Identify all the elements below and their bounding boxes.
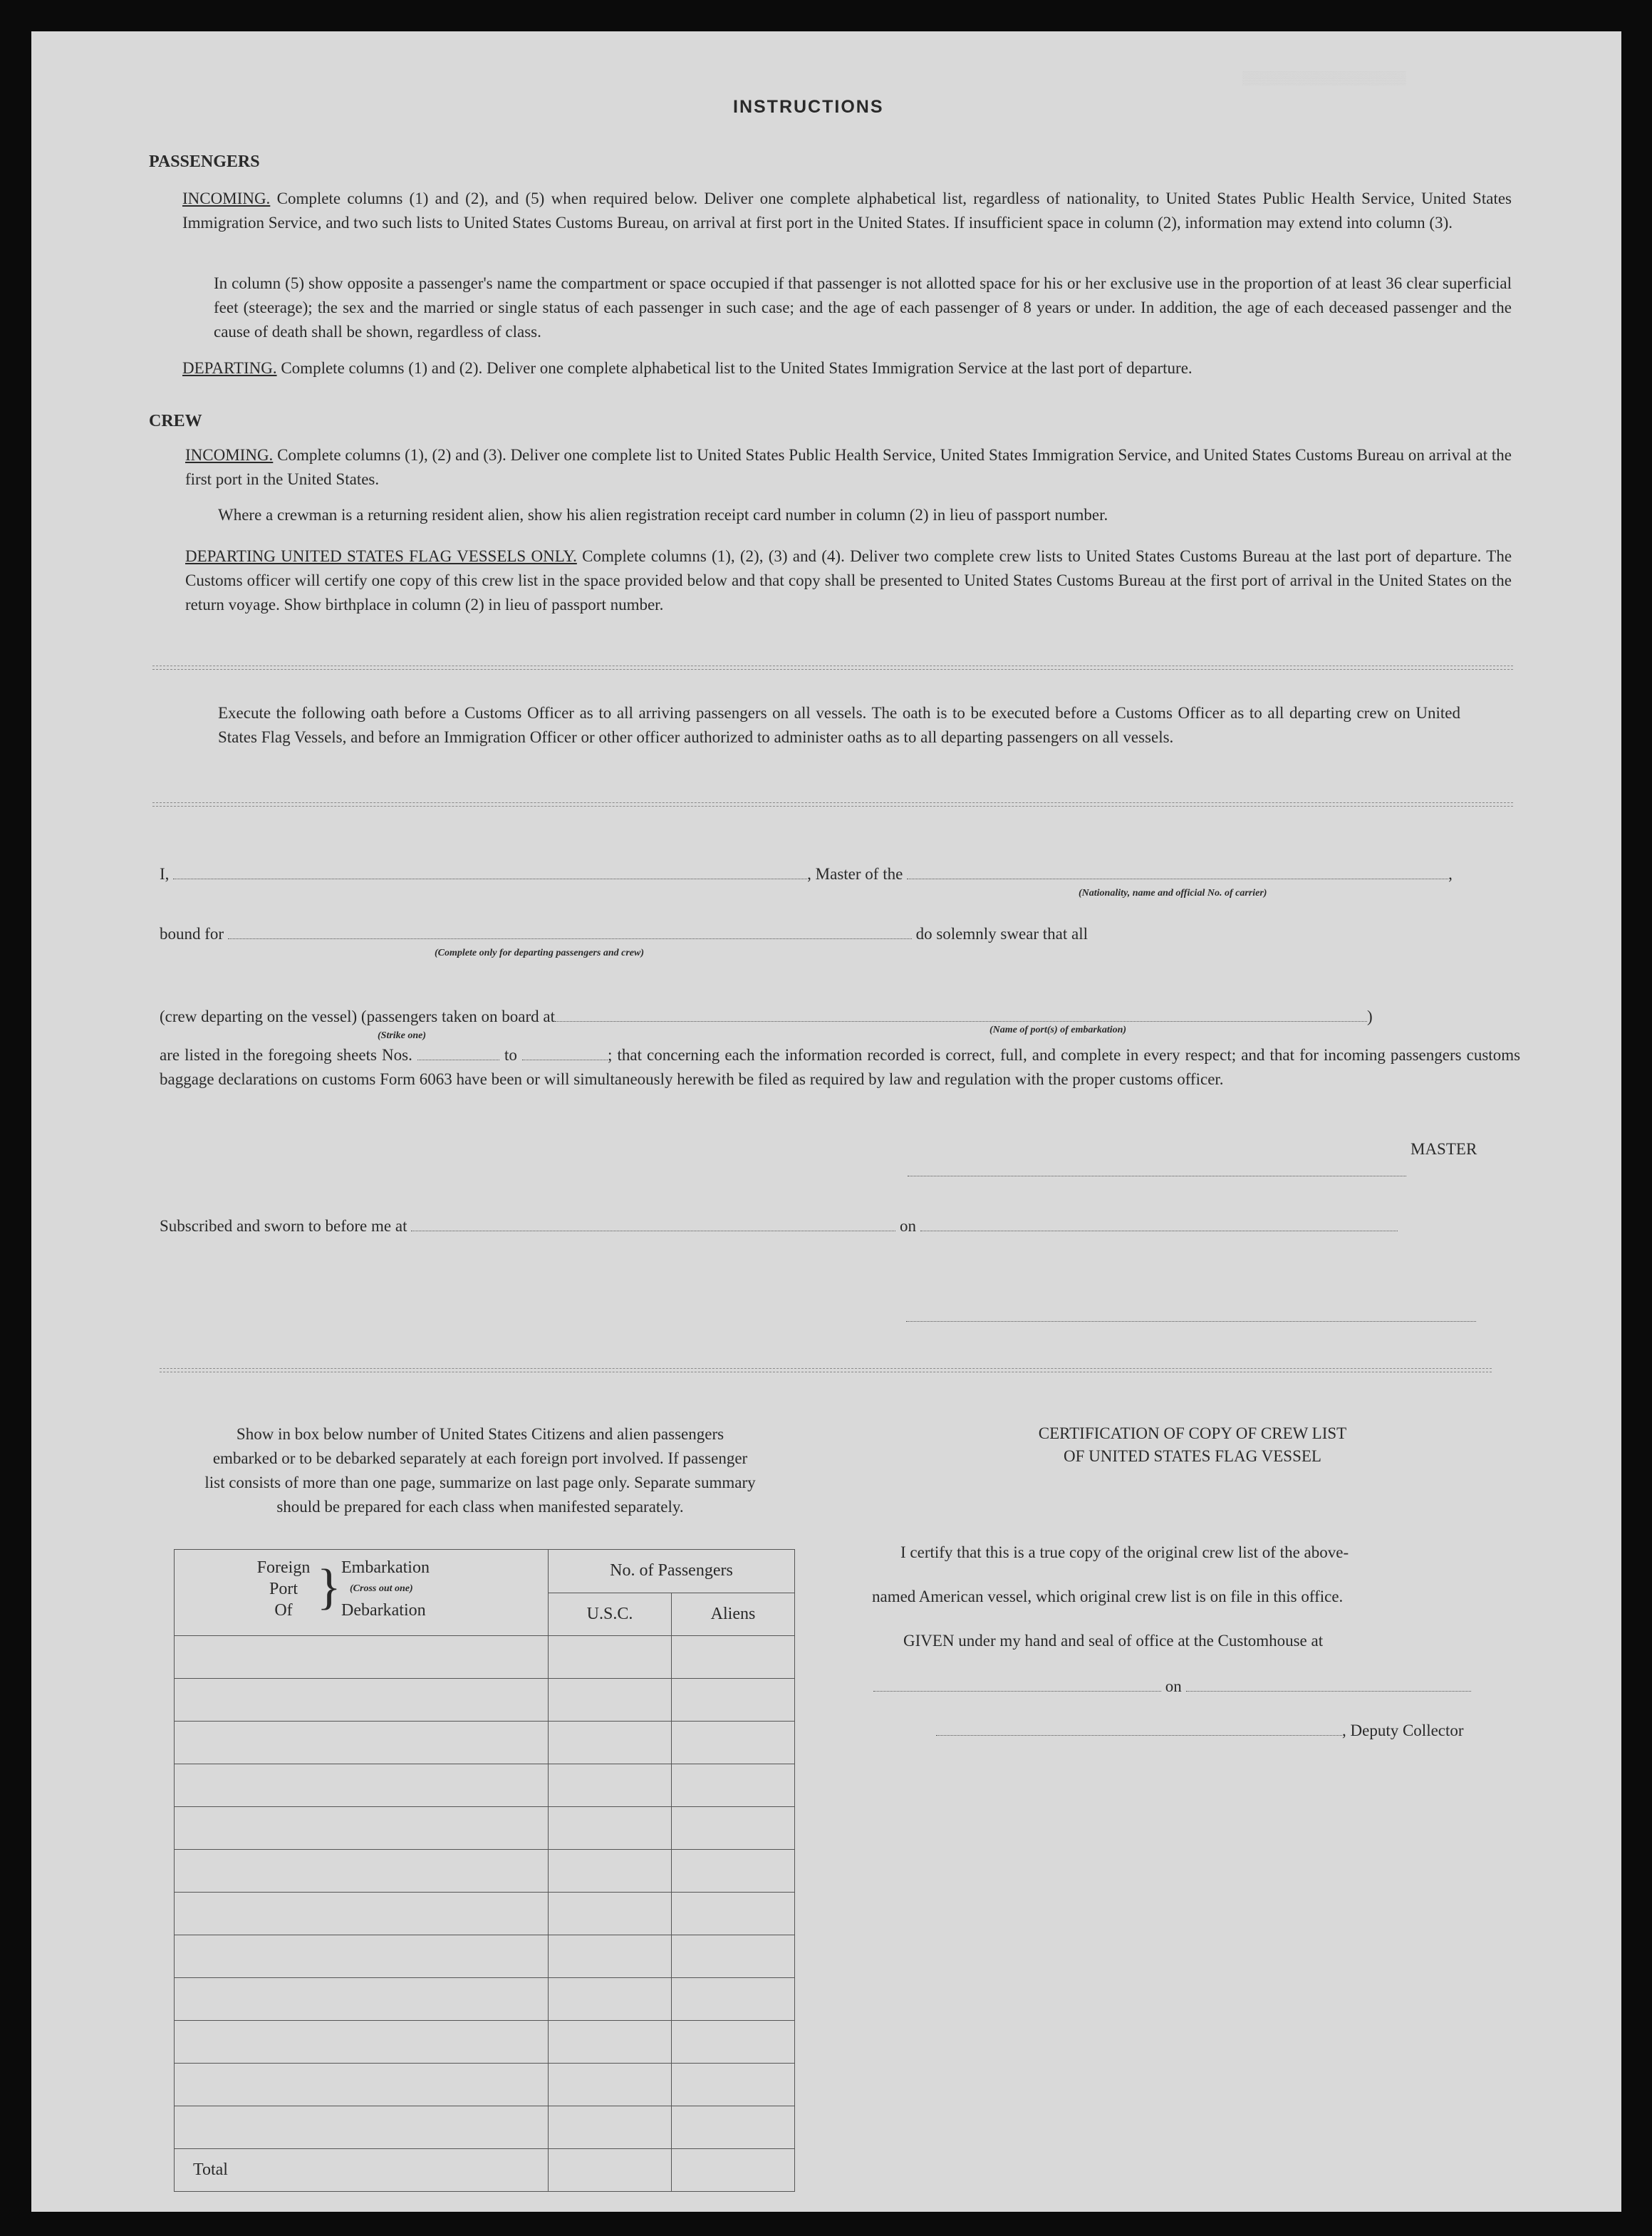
passengers-incoming-paragraph (182, 187, 1512, 235)
no-passengers-header: No. of Passengers (549, 1550, 795, 1593)
brace-icon: } (317, 1560, 341, 1615)
comma: , (1448, 865, 1453, 883)
certification-title-line1: CERTIFICATION OF COPY OF CREW LIST (1038, 1424, 1347, 1442)
embarkation-label: Embarkation (341, 1558, 430, 1577)
crew-departing-label-oath: (crew departing on the vessel) (passengers taken on board at (160, 1008, 555, 1025)
crew-resident-paragraph: Where a crewman is a returning resident alien, show his alien registration receipt card number in column (2) in lieu of passport number. (218, 506, 1108, 524)
certification-line1: I certify that this is a true copy of the original crew list of the above- (900, 1543, 1349, 1561)
passengers-departing-text: Complete columns (1) and (2). Deliver one complete alphabetical list to the United States Immigration Service at the last port of departure. (281, 359, 1193, 377)
listed-label: are listed in the foregoing sheets Nos. (160, 1046, 412, 1064)
port-label: Port (269, 1580, 298, 1598)
table-row (175, 2064, 795, 2106)
table-row (175, 2106, 795, 2149)
ports-note: (Name of port(s) of embarkation) (989, 1025, 1127, 1035)
complete-only-note: (Complete only for departing passengers and crew) (435, 948, 644, 958)
certification-title (872, 1422, 1513, 1468)
table-row (175, 1978, 795, 2021)
total-aliens-cell[interactable] (672, 2149, 795, 2192)
crew-departing-paragraph (185, 544, 1512, 617)
bound-for-label: bound for (160, 925, 224, 943)
table-row (175, 1679, 795, 1722)
certification-line3: GIVEN under my hand and seal of office at the Customhouse at (903, 1632, 1324, 1650)
crew-incoming-text: Complete columns (1), (2) and (3). Deliver one complete list to United States Public Health Service, United States Immigration Service, and United States Customs Bureau on arrival at the first port in the United States. (185, 446, 1512, 488)
listed-rest: and that for incoming passengers customs baggage declarations on customs Form 6063 have been or will simultaneously herewith be filed as required by law and regulation with the proper customs officer. (160, 1046, 1521, 1088)
subscribed-line (160, 1214, 1527, 1238)
solemnly-label: do solemnly swear that all (915, 925, 1089, 943)
table-row (175, 1935, 795, 1978)
bound-for-field[interactable] (228, 938, 912, 939)
crew-incoming-paragraph (185, 443, 1512, 492)
to-label: to (504, 1046, 517, 1064)
total-row (175, 2149, 795, 2192)
passengers-departing-paragraph (182, 356, 1512, 381)
table-row (175, 1893, 795, 1935)
officer-signature-field[interactable] (906, 1307, 1476, 1322)
close-paren: ) (1367, 1008, 1373, 1025)
table-row (175, 1722, 795, 1764)
table-row (175, 1636, 795, 1679)
oath-line-master (160, 862, 1513, 886)
aliens-header: Aliens (672, 1593, 795, 1636)
divider (160, 1368, 1492, 1372)
divider (152, 802, 1513, 807)
bleed-through-text: ▒▒▒▒▒▒▒▒▒▒▒▒▒▒▒▒▒▒ (1242, 71, 1406, 85)
passengers-incoming-label: INCOMING. (182, 190, 271, 207)
page-title: INSTRUCTIONS (733, 97, 884, 117)
divider (152, 666, 1513, 670)
usc-header: U.S.C. (549, 1593, 672, 1636)
deputy-signature-field[interactable] (936, 1735, 1342, 1736)
total-label: Total (175, 2149, 549, 2192)
table-row (175, 1764, 795, 1807)
strike-one-note: (Strike one) (378, 1030, 427, 1041)
table-row (175, 2021, 795, 2064)
of-label: Of (274, 1601, 293, 1620)
deputy-label: , Deputy Collector (1342, 1722, 1464, 1739)
table-row (175, 1850, 795, 1893)
certification-date-field[interactable] (1186, 1691, 1471, 1692)
total-usc-cell[interactable] (549, 2149, 672, 2192)
foreign-label: Foreign (256, 1558, 311, 1577)
master-label: MASTER (1411, 1140, 1477, 1158)
table-row (175, 1807, 795, 1850)
master-signature-field[interactable] (908, 1154, 1406, 1176)
passengers-heading: PASSENGERS (149, 152, 260, 171)
oath-listed-paragraph (160, 1043, 1520, 1092)
passengers-incoming-text: Complete columns (1) and (2), and (5) when required below. Deliver one complete alphabetical list, regardless of nationality, to United States Public Health Service, United States Immigration Service, and two such lists to United States Customs Bureau, on arrival at first port in the United States. If insufficient space in column (2), information may extend into column (3). (182, 190, 1512, 232)
port-header-cell (175, 1550, 549, 1636)
nationality-note: (Nationality, name and official No. of carrier) (1079, 888, 1267, 899)
certification-date-line (873, 1675, 1515, 1699)
on-label: on (899, 1217, 916, 1235)
passengers-column5-paragraph: In column (5) show opposite a passenger's name the compartment or space occupied if that passenger is not allotted space for his or her exclusive use in the proportion of at least 36 clear superficial feet (steerage); the sex and the married or single status of each passenger in such case; and the age of each passenger of 8 years or under. In addition, the age of each deceased passenger and the cause of death shall be shown, regardless of class. (214, 274, 1512, 341)
customhouse-place-field[interactable] (873, 1691, 1161, 1692)
crew-departing-label: DEPARTING UNITED STATES FLAG VESSELS ONLY. (185, 547, 577, 565)
oath-line-crew (160, 1005, 1513, 1029)
certification-line2: named American vessel, which original crew list is on file in this office. (872, 1588, 1344, 1605)
embarkation-port-field[interactable] (555, 1021, 1367, 1022)
master-of-label: , Master of the (807, 865, 903, 883)
certification-title-line2: OF UNITED STATES FLAG VESSEL (1064, 1447, 1321, 1465)
oath-i-label: I, (160, 865, 170, 883)
certification-on-label: on (1165, 1677, 1182, 1695)
listed-text: ; that concerning each the information recorded is correct, full, and complete in every respect; (608, 1046, 1237, 1064)
debarkation-label: Debarkation (341, 1601, 426, 1620)
cross-out-note: (Cross out one) (350, 1583, 413, 1594)
passenger-summary-table (174, 1549, 795, 2192)
oath-instructions: Execute the following oath before a Customs Officer as to all arriving passengers on all vessels. The oath is to be executed before a Customs Officer as to all departing crew on United States Flag Vessels, and before an Immigration Officer or other officer authorized to administer oaths as to all departing passengers on all vessels. (218, 704, 1460, 746)
deputy-collector-line (936, 1719, 1542, 1743)
summary-instructions: Show in box below number of United States Citizens and alien passengers embarked or to be debarked separately at each foreign port involved. If passenger list consists of more than one page, summarize on last page only. Separate summary should be prepared for each class when manifested separately. (204, 1425, 756, 1516)
form-sheet (31, 31, 1621, 2212)
crew-incoming-label: INCOMING. (185, 446, 274, 464)
subscribed-label: Subscribed and sworn to before me at (160, 1217, 407, 1235)
oath-line-bound (160, 922, 1513, 946)
crew-departing-text: Complete columns (1), (2), (3) and (4). Deliver two complete crew lists to United States Customs Bureau at the last port of departure. The Customs officer will certify one copy of this crew list in the space provided below and that copy shall be presented to United States Customs Bureau at the first port of arrival in the United States on the return voyage. Show birthplace in column (2) in lieu of passport number. (185, 547, 1512, 614)
passengers-departing-label: DEPARTING. (182, 359, 277, 377)
crew-heading: CREW (149, 412, 202, 430)
